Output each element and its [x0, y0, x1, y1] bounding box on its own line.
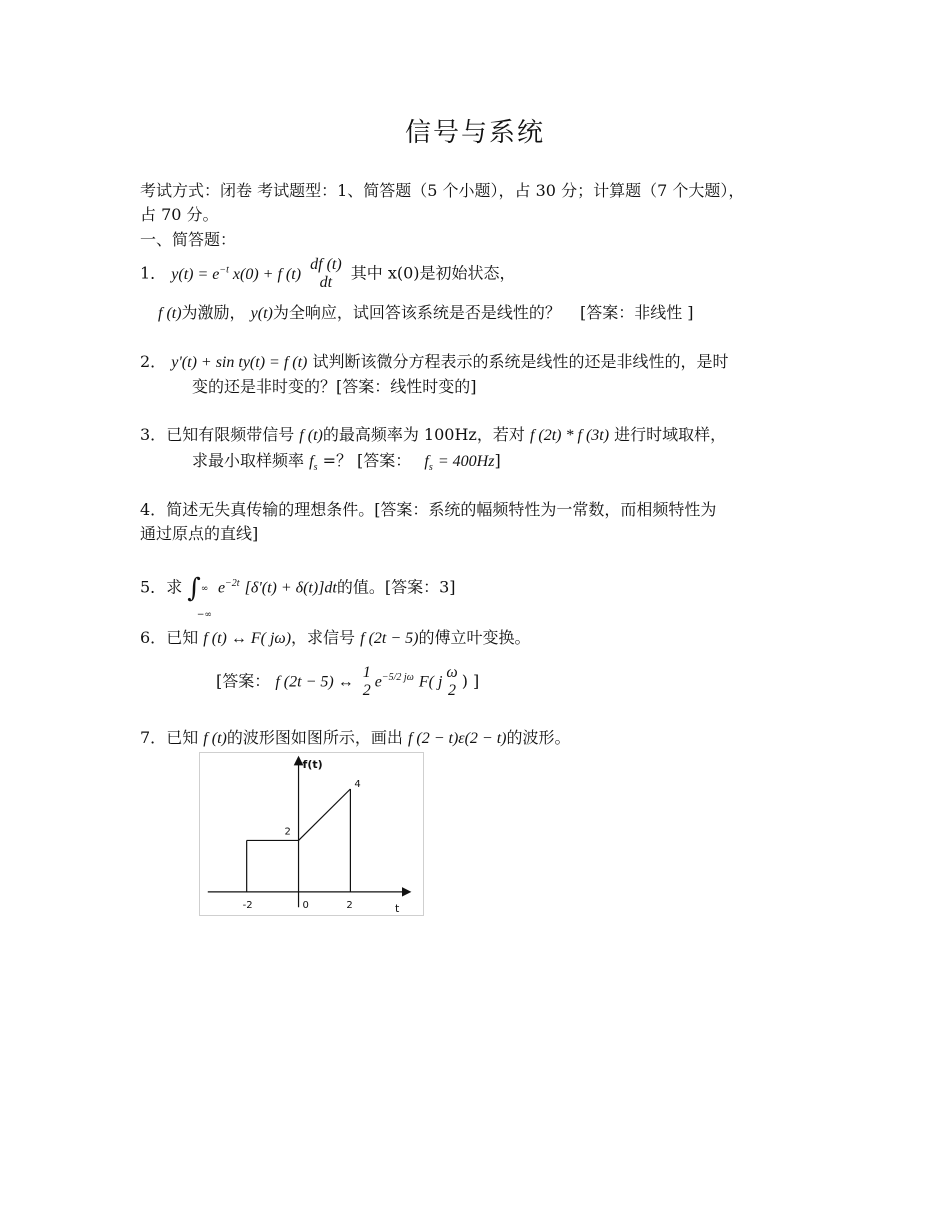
math-expression: y'(t) + sin ty(t) = f (t) [171, 354, 308, 371]
integral-sign: ∫ [187, 573, 201, 604]
intro-line-2: 占 70 分。 [140, 205, 219, 224]
question-6: 6．已知 f (t) ↔ F( jω)，求信号 f (2t − 5)的傅立叶变换。 [140, 628, 531, 647]
waveform-figure [199, 752, 424, 916]
document-title: 信号与系统 [404, 118, 545, 148]
question-4: 4．简述无失真传输的理想条件。[答案：系统的幅频特性为一常数，而相频特性为 [140, 500, 717, 519]
question-6-answer: [答案： f (2t − 5) ↔ 1 2 $e^{-5/2 j\omega}$ F( j ω 2 ) ] [216, 664, 480, 699]
x-tick-label: 0 [302, 899, 309, 911]
x-axis-label: t [395, 901, 400, 915]
question-text: 其中 x(0)是初始状态， [350, 263, 516, 283]
question-4-line-2: 通过原点的直线] [140, 524, 259, 543]
waveform-chart [200, 753, 423, 915]
question-1 [140, 256, 815, 292]
question-5: 5．求 ∫ ∞ −∞ $e^{-2t}$ [δ'(t) + δ(t)]dt的值。[答案：3] [140, 573, 456, 621]
question-2 [140, 351, 815, 374]
x-tick-label: -2 [242, 899, 253, 911]
question-number: 2． [140, 352, 167, 371]
fraction: df (t) dt [310, 256, 342, 291]
y-tick-label: 4 [354, 779, 361, 790]
math-expression: $y(t) = e^{-t}$ x(0) + f (t) [171, 264, 302, 283]
question-3: 3．已知有限频带信号 f (t)的最高频率为 100Hz，若对 f (2t) * f (3t) 进行时域取样， [140, 425, 727, 444]
question-7: 7．已知 f (t)的波形图如图所示，画出 f (2 − t)ε(2 − t)的波形。 [140, 728, 571, 747]
fraction: ω 2 [446, 664, 458, 699]
fraction: 1 2 [362, 664, 371, 699]
answer-text: [答案：非线性 ] [579, 303, 694, 322]
y-tick-label: 2 [284, 826, 291, 838]
question-2-line-2: 变的还是非时变的？[答案：线性时变的] [192, 377, 477, 396]
question-3-line-2: 求最小取样频率 $f_s$ =？ [答案： $f_s = 400Hz$] [192, 451, 501, 474]
intro-line-1: 考试方式：闭卷 考试题型：1、简答题（5 个小题），占 30 分；计算题（7 个大题）， [140, 181, 745, 200]
y-axis-label: f(t) [302, 758, 323, 772]
x-tick-label: 2 [346, 899, 353, 911]
question-1-line-2: f (t)为激励， y(t)为全响应，试回答该系统是否是线性的？ [答案：非线性 ] [158, 303, 694, 322]
section-heading: 一、简答题： [140, 230, 237, 249]
question-text: 试判断该微分方程表示的系统是线性的还是非线性的，是时 [312, 352, 729, 371]
waveform-segment-2 [299, 789, 351, 840]
question-number: 1． [140, 263, 167, 283]
